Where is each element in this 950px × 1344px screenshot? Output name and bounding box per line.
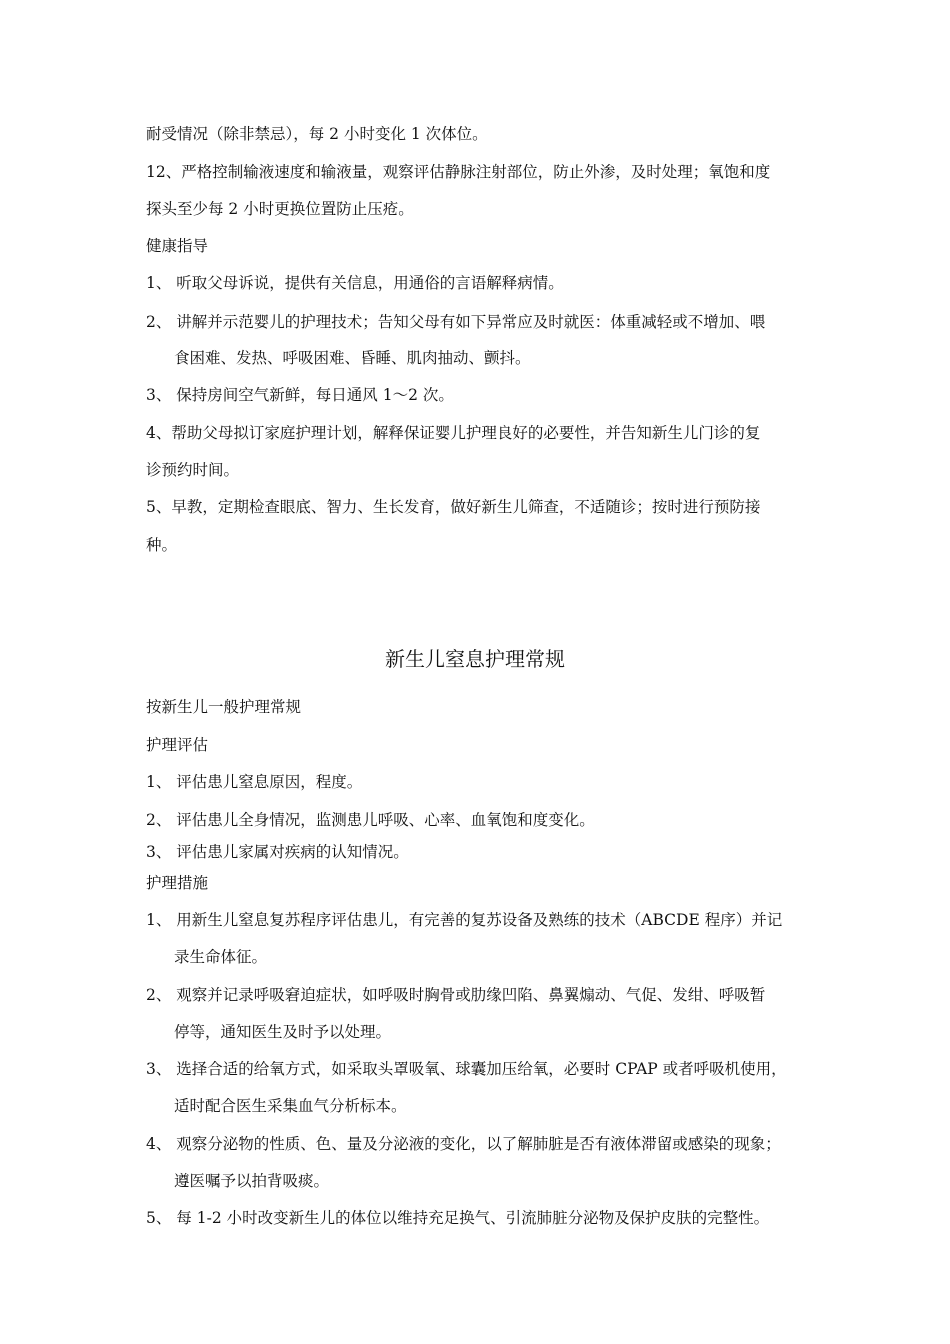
- list-item: 5、 每 1-2 小时改变新生儿的体位以维持充足换气、引流肺脏分泌物及保护皮肤的完整性。: [146, 1209, 770, 1227]
- list-item: 3、 评估患儿家属对疾病的认知情况。: [146, 843, 409, 861]
- list-item-continuation: 适时配合医生采集血气分析标本。: [174, 1097, 407, 1115]
- list-item-continuation: 录生命体征。: [174, 948, 268, 966]
- text-line: 12、严格控制输液速度和输液量，观察评估静脉注射部位，防止外渗，及时处理；氧饱和度: [146, 163, 771, 181]
- section-title: 新生儿窒息护理常规: [385, 647, 565, 671]
- list-item: 3、 选择合适的给氧方式，如采取头罩吸氧、球囊加压给氧，必要时 CPAP 或者呼吸机使用，: [146, 1060, 787, 1078]
- list-item-continuation: 诊预约时间。: [146, 461, 240, 479]
- list-item: 4、 观察分泌物的性质、色、量及分泌液的变化，以了解肺脏是否有液体滞留或感染的现象；: [146, 1135, 781, 1153]
- intro-text: 按新生儿一般护理常规: [146, 698, 302, 716]
- list-item: 2、 评估患儿全身情况，监测患儿呼吸、心率、血氧饱和度变化。: [146, 811, 595, 829]
- list-item: 1、 用新生儿窒息复苏程序评估患儿，有完善的复苏设备及熟练的技术（ABCDE 程序）并记: [146, 911, 783, 929]
- list-item: 4、帮助父母拟订家庭护理计划，解释保证婴儿护理良好的必要性，并告知新生儿门诊的复: [146, 424, 761, 442]
- list-item-continuation: 种。: [146, 536, 178, 554]
- list-item: 1、 听取父母诉说，提供有关信息，用通俗的言语解释病情。: [146, 274, 564, 292]
- list-item-continuation: 停等，通知医生及时予以处理。: [174, 1023, 392, 1041]
- list-item: 3、 保持房间空气新鲜，每日通风 1～2 次。: [146, 386, 454, 404]
- text-line: 耐受情况（除非禁忌），每 2 小时变化 1 次体位。: [146, 125, 488, 143]
- list-item-continuation: 食困难、发热、呼吸困难、昏睡、肌肉抽动、颤抖。: [174, 349, 531, 367]
- health-guidance-heading: 健康指导: [146, 237, 209, 255]
- text-line: 探头至少每 2 小时更换位置防止压疮。: [146, 200, 414, 218]
- measures-heading: 护理措施: [146, 874, 209, 892]
- list-item-continuation: 遵医嘱予以拍背吸痰。: [174, 1172, 330, 1190]
- list-item: 2、 观察并记录呼吸窘迫症状，如呼吸时胸骨或肋缘凹陷、鼻翼煽动、气促、发绀、呼吸暂: [146, 986, 766, 1004]
- list-item: 5、早教，定期检查眼底、智力、生长发育，做好新生儿筛查，不适随诊；按时进行预防接: [146, 498, 761, 516]
- list-item: 1、 评估患儿窒息原因，程度。: [146, 773, 363, 791]
- assessment-heading: 护理评估: [146, 736, 209, 754]
- list-item: 2、 讲解并示范婴儿的护理技术；告知父母有如下异常应及时就医：体重减轻或不增加、喂: [146, 313, 766, 331]
